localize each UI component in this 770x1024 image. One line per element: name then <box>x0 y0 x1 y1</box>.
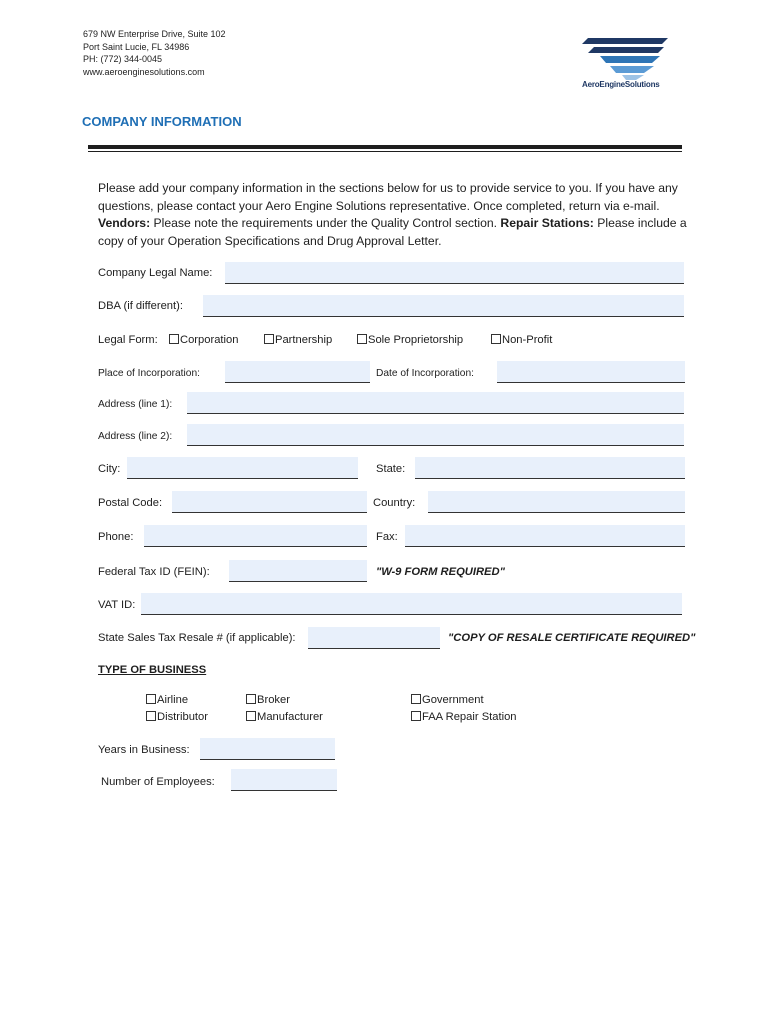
business-manufacturer-checkbox[interactable] <box>246 711 323 723</box>
number-of-employees-label: Number of Employees: <box>101 776 215 788</box>
checkbox-icon <box>491 334 501 344</box>
place-of-incorporation-field[interactable] <box>225 361 370 383</box>
legal-form-non-profit-checkbox[interactable] <box>491 334 552 346</box>
checkbox-icon <box>246 694 256 704</box>
repair-stations-label: Repair Stations: <box>500 216 594 231</box>
resale-certificate-note: "COPY OF RESALE CERTIFICATE REQUIRED" <box>448 632 696 644</box>
phone-number: PH: (772) 344-0045 <box>83 54 163 64</box>
date-of-incorporation-field[interactable] <box>497 361 685 383</box>
fax-field[interactable] <box>405 525 685 547</box>
business-airline-checkbox[interactable] <box>146 694 188 706</box>
option-label: Government <box>422 694 484 706</box>
country-label: Country: <box>373 497 416 509</box>
option-label: Corporation <box>180 334 239 346</box>
checkbox-icon <box>357 334 367 344</box>
legal-form-corporation-checkbox[interactable] <box>169 334 238 346</box>
address-line-2: Port Saint Lucie, FL 34986 <box>83 41 190 52</box>
fax-label: Fax: <box>376 531 398 543</box>
business-faa-repair-station-checkbox[interactable] <box>411 711 517 723</box>
intro-text-2: Please note the requirements under the Quality Control section. <box>150 216 501 231</box>
federal-tax-id-label: Federal Tax ID (FEIN): <box>98 566 210 578</box>
checkbox-icon <box>146 711 156 721</box>
date-of-incorporation-label: Date of Incorporation: <box>376 368 474 379</box>
legal-form-label: Legal Form: <box>98 334 158 346</box>
years-in-business-field[interactable] <box>200 738 335 760</box>
legal-form-sole-proprietorship-checkbox[interactable] <box>357 334 463 346</box>
option-label: Broker <box>257 694 290 706</box>
business-broker-checkbox[interactable] <box>246 694 290 706</box>
logo-wing-icon <box>580 36 672 80</box>
vat-id-field[interactable] <box>141 593 682 615</box>
option-label: FAA Repair Station <box>422 711 517 723</box>
address-line-1: 679 NW Enterprise Drive, Suite 102 <box>83 29 226 39</box>
state-field[interactable] <box>415 457 685 479</box>
postal-code-label: Postal Code: <box>98 497 163 509</box>
section-divider-thin <box>88 151 682 152</box>
state-label: State: <box>376 463 406 475</box>
dba-field[interactable] <box>203 295 684 317</box>
number-of-employees-field[interactable] <box>231 769 337 791</box>
option-label: Non-Profit <box>502 334 553 346</box>
business-distributor-checkbox[interactable] <box>146 711 208 723</box>
legal-form-partnership-checkbox[interactable] <box>264 334 332 346</box>
website-link[interactable]: www.aeroenginesolutions.com <box>83 66 205 77</box>
vendors-label: Vendors: <box>98 216 151 231</box>
state-sales-tax-field[interactable] <box>308 627 440 649</box>
address-line-2-field[interactable] <box>187 424 684 446</box>
checkbox-icon <box>264 334 274 344</box>
city-field[interactable] <box>127 457 358 479</box>
option-label: Sole Proprietorship <box>368 334 464 346</box>
address-line-1-label: Address (line 1): <box>98 399 173 410</box>
vat-id-label: VAT ID: <box>98 599 136 611</box>
city-label: City: <box>98 463 121 475</box>
checkbox-icon <box>169 334 179 344</box>
company-legal-name-label: Company Legal Name: <box>98 267 213 279</box>
option-label: Manufacturer <box>257 711 323 723</box>
company-address <box>83 28 226 78</box>
intro-paragraph <box>98 180 688 250</box>
checkbox-icon <box>411 711 421 721</box>
intro-text-1: Please add your company information in the sections below for us to provide service to you. If you have any questions, please contact your Aero Engine Solutions representative. Once completed, return via e-mail. <box>98 181 678 213</box>
federal-tax-id-field[interactable] <box>229 560 367 582</box>
years-in-business-label: Years in Business: <box>98 744 190 756</box>
address-line-1-field[interactable] <box>187 392 684 414</box>
logo-text: AeroEngineSolutions <box>582 80 660 89</box>
phone-label: Phone: <box>98 531 134 543</box>
state-sales-tax-label: State Sales Tax Resale # (if applicable): <box>98 632 296 644</box>
business-government-checkbox[interactable] <box>411 694 484 706</box>
option-label: Distributor <box>157 711 208 723</box>
aero-engine-solutions-logo <box>580 36 672 94</box>
section-divider <box>88 145 682 149</box>
option-label: Partnership <box>275 334 333 346</box>
phone-field[interactable] <box>144 525 367 547</box>
address-line-2-label: Address (line 2): <box>98 431 173 442</box>
company-legal-name-field[interactable] <box>225 262 684 284</box>
type-of-business-heading: TYPE OF BUSINESS <box>98 664 207 676</box>
section-title: COMPANY INFORMATION <box>82 114 242 129</box>
checkbox-icon <box>146 694 156 704</box>
checkbox-icon <box>411 694 421 704</box>
w9-required-note: "W-9 FORM REQUIRED" <box>376 566 505 578</box>
postal-code-field[interactable] <box>172 491 367 513</box>
checkbox-icon <box>246 711 256 721</box>
option-label: Airline <box>157 694 189 706</box>
intro-text-3: Please include a copy of your Operation Specifications and Drug Approval Letter. <box>98 216 687 248</box>
place-of-incorporation-label: Place of Incorporation: <box>98 368 200 379</box>
country-field[interactable] <box>428 491 685 513</box>
dba-label: DBA (if different): <box>98 300 183 312</box>
